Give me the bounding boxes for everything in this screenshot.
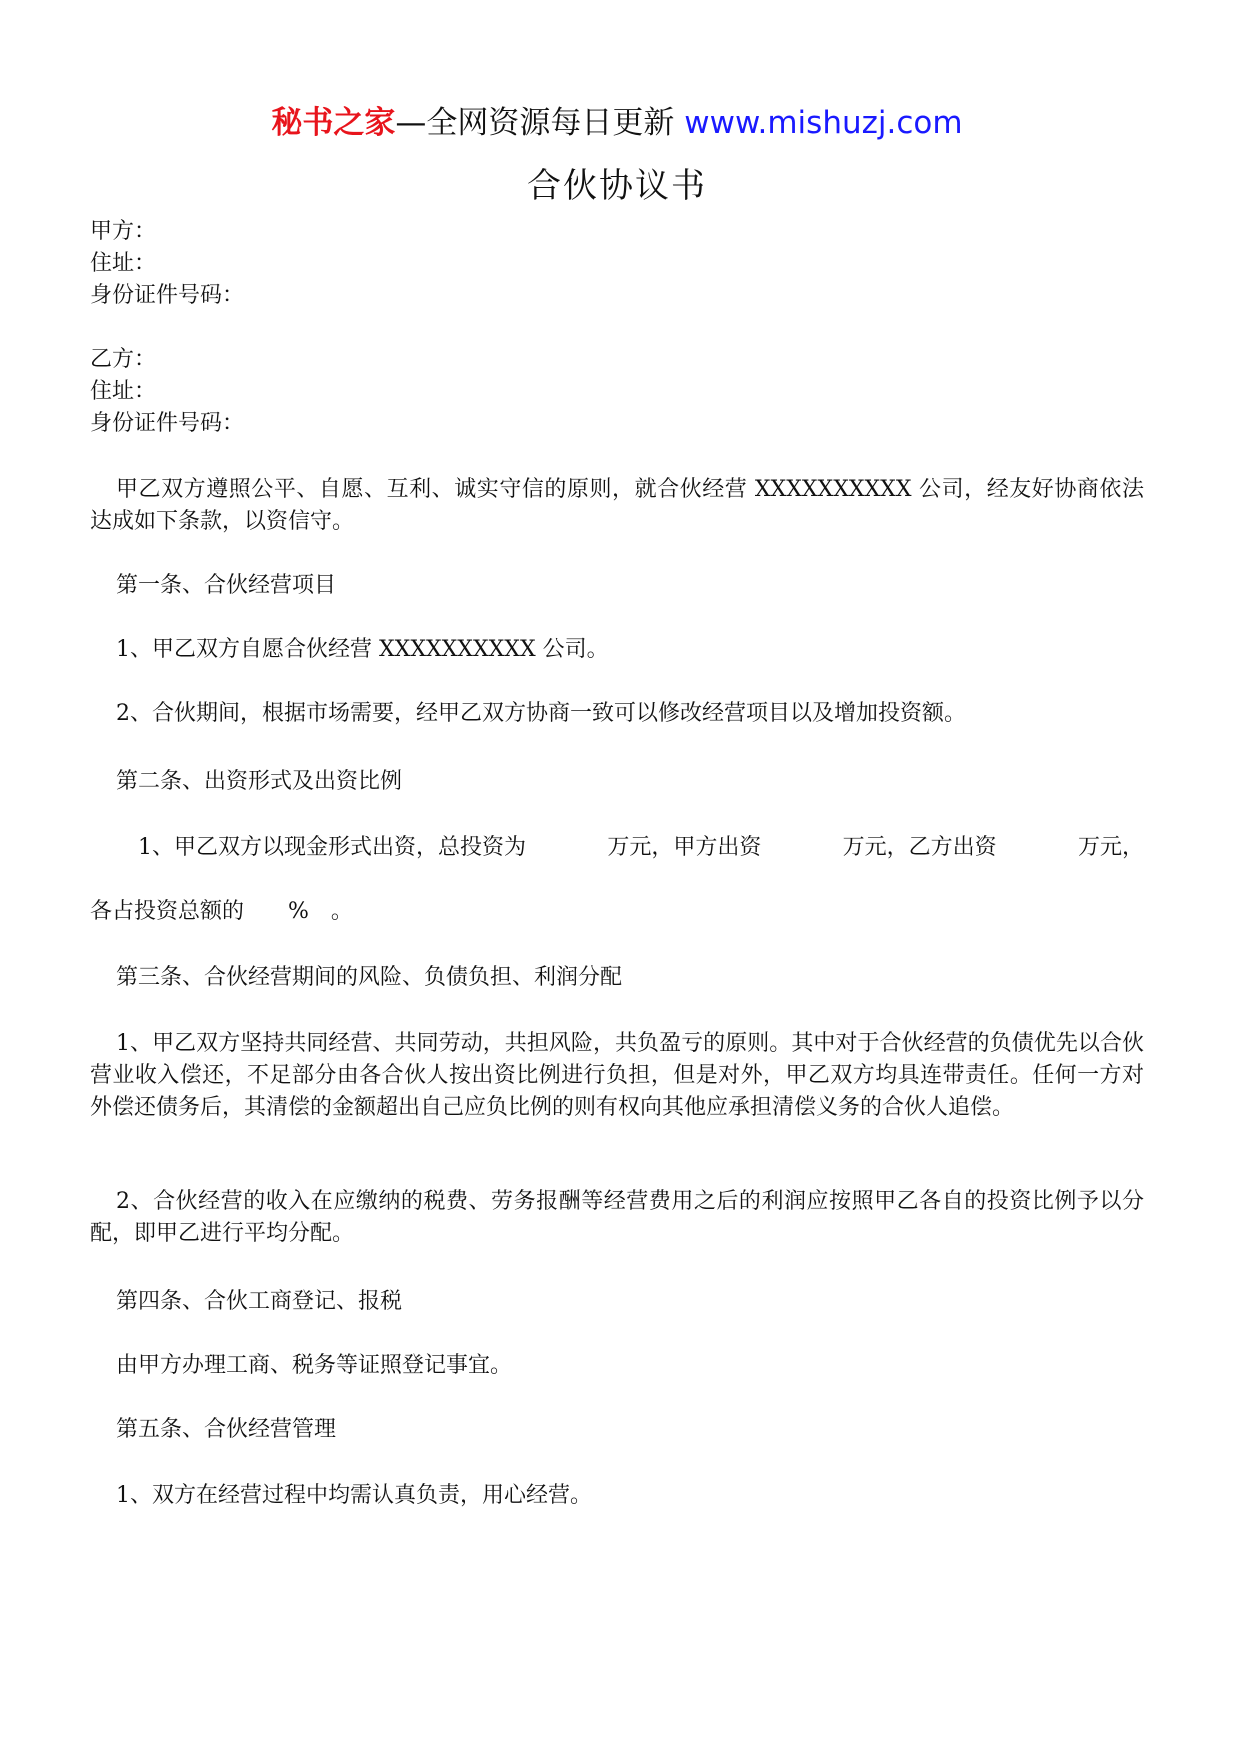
document-title: 合伙协议书: [527, 166, 707, 206]
banner-brand: 秘书之家: [271, 105, 396, 141]
article2-item1-end-text: 万元，: [1077, 835, 1144, 860]
article5-heading: 第五条、合伙经营管理: [116, 1417, 337, 1442]
party-a-name-label: 甲方：: [90, 219, 157, 244]
banner-url-link[interactable]: www.mishuzj.com: [684, 105, 963, 141]
party-b-address-label: 住址：: [90, 379, 157, 404]
article2-item1-party-a-text: 万元，甲方出资: [607, 835, 762, 860]
article5-item1: 1、双方在经营过程中均需认真负责，用心经营。: [116, 1483, 592, 1508]
article3-heading: 第三条、合伙经营期间的风险、负债负担、利润分配: [116, 965, 623, 990]
article3-item2: 2、合伙经营的收入在应缴纳的税费、劳务报酬等经营费用之后的利润应按照甲乙各自的投资比例予以分配，即甲乙进行平均分配。: [90, 1189, 1144, 1246]
banner-tagline: —全网资源每日更新: [395, 105, 675, 141]
article2-item1-total-text: 1、甲乙双方以现金形式出资，总投资为: [138, 835, 526, 860]
article1-heading: 第一条、合伙经营项目: [116, 573, 337, 598]
article2-item1-party-b-text: 万元，乙方出资: [842, 835, 997, 860]
party-a-id-label: 身份证件号码：: [90, 283, 245, 308]
article2-item1-row: [90, 832, 1144, 864]
party-b-id-label: 身份证件号码：: [90, 411, 245, 436]
article1-item2: 2、合伙期间，根据市场需要，经甲乙双方协商一致可以修改经营项目以及增加投资额。: [116, 701, 966, 726]
party-b-name-label: 乙方：: [90, 347, 157, 372]
article3-item1: 1、甲乙双方坚持共同经营、共同劳动，共担风险，共负盈亏的原则。其中对于合伙经营的负债优先以合伙营业收入偿还，不足部分由各合伙人按出资比例进行负担，但是对外，甲乙双方均具连带责任。任何一方对外偿还债务后，其清偿的金额超出自己应负比例的则有权向其他应承担清偿义务的合伙人追偿。: [90, 1031, 1144, 1120]
article4-body: 由甲方办理工商、税务等证照登记事宜。: [116, 1353, 513, 1378]
site-banner: [0, 103, 1234, 143]
article2-heading: 第二条、出资形式及出资比例: [116, 769, 403, 794]
article1-item1: 1、甲乙双方自愿合伙经营 XXXXXXXXXX 公司。: [116, 637, 609, 662]
intro-paragraph: 甲乙双方遵照公平、自愿、互利、诚实守信的原则，就合伙经营 XXXXXXXXXX 公司，经友好协商依法达成如下条款，以资信守。: [90, 477, 1144, 534]
article4-heading: 第四条、合伙工商登记、报税: [116, 1289, 403, 1314]
article2-item1-continuation: 各占投资总额的 % 。: [90, 899, 353, 924]
party-a-address-label: 住址：: [90, 251, 157, 276]
